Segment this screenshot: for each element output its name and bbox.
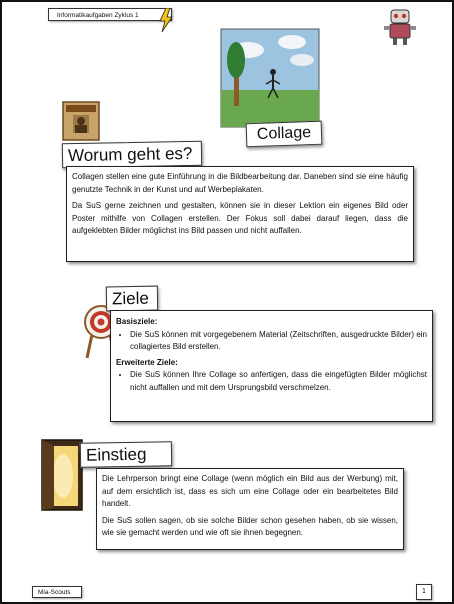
einstieg-paragraph: Die SuS sollen sagen, ob sie solche Bilder schon gesehen haben, ob sie wissen, wie sie gemacht werden und wie oft sie ihnen begegnen.: [102, 515, 398, 537]
section-box-worum: [66, 166, 414, 262]
worum-paragraph: Da SuS gerne zeichnen und gestalten, können sie in dieser Lektion ein eigenes Bild oder Poster mithilfe von Collagen erstellen. Der Fokus soll dabei darauf liegen, dass die aufgeklebten Bilder möglichst ins Bild passen und nicht auffallen.: [72, 201, 408, 235]
footer-label: Mia-Scouts: [32, 586, 82, 598]
section-box-einstieg: [96, 468, 404, 550]
extended-goals-list: [116, 369, 427, 394]
extended-goals-heading: Erweiterte Ziele:: [116, 357, 178, 367]
page-number: 1: [416, 584, 432, 600]
collage-label: Collage: [246, 121, 323, 148]
section-title-einstieg: Einstieg: [80, 441, 172, 468]
list-item: • Die SuS können mit vorgegebenem Material (Zeitschriften, ausgedruckte Bilder) ein collagiertes Bild erstellen.: [130, 329, 427, 354]
wanted-poster-icon: [60, 100, 102, 142]
section-title-worum: Worum geht es?: [62, 141, 202, 168]
section-title-ziele: Ziele: [106, 286, 158, 312]
door-icon: [40, 438, 84, 512]
basis-goals-heading: Basisziele:: [116, 317, 158, 326]
section-box-ziele: [110, 310, 433, 422]
list-item: • Die SuS können Ihre Collage so anfertigen, dass die eingefügten Bilder möglichst nicht auffallen und mit dem Ursprungsbild verschmelzen.: [130, 369, 427, 394]
einstieg-paragraph: Die Lehrperson bringt eine Collage (wenn möglich ein Bild aus der Werbung) mit, auf dem ersichtlich ist, dass es sich um eine Collage oder ein bearbeitetes Bild handelt.: [102, 474, 398, 508]
collage-illustration: [220, 28, 320, 128]
header-title: Informatikaufgaben Zyklus 1: [48, 8, 172, 21]
basis-goals-list: [116, 329, 427, 354]
lightning-icon: [158, 8, 174, 32]
worum-paragraph: Collagen stellen eine gute Einführung in die Bildbearbeitung dar. Daneben sind sie eine häufig genutzte Technik in der Kunst und auf Werbeplakaten.: [72, 172, 408, 194]
robot-icon: [382, 8, 418, 46]
